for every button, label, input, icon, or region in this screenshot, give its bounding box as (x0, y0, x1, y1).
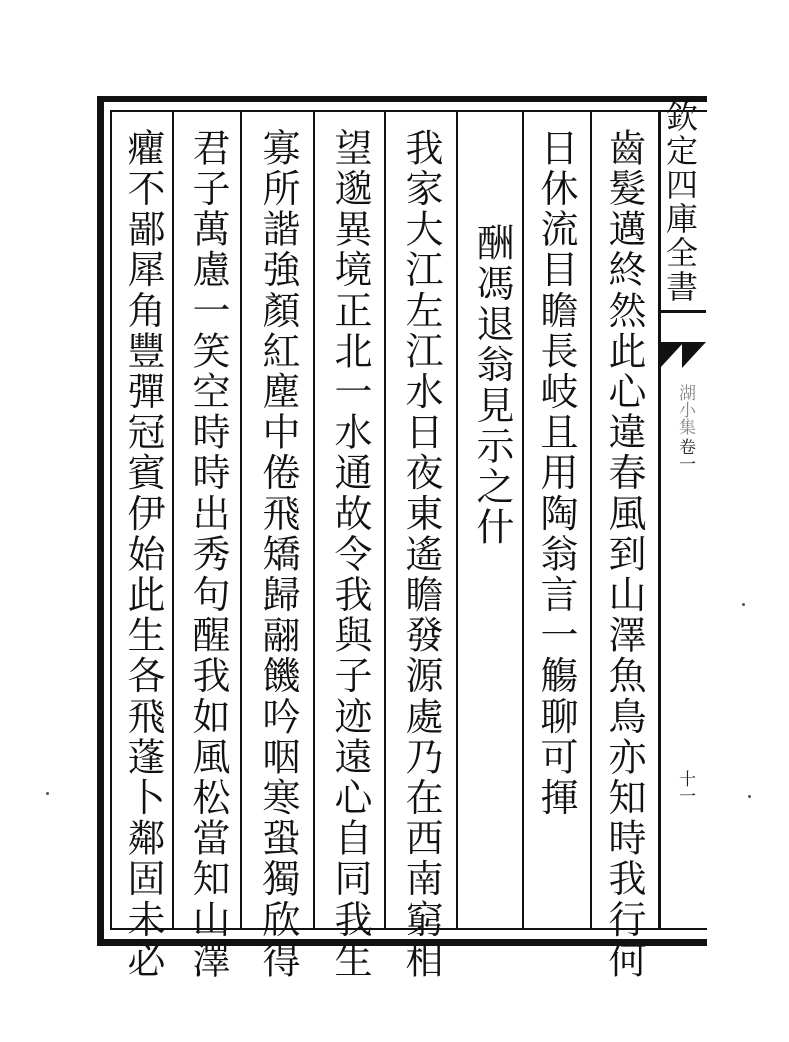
text-column-6: 寡所諧強顏紅塵中倦飛矯歸翮饑吟咽寒蛩獨欣得 (256, 128, 300, 981)
folio-number: 十一 (675, 770, 695, 804)
collection-title: 欽定四庫全書 (661, 100, 699, 304)
column-rule (384, 112, 386, 930)
strip-separator (660, 310, 706, 313)
text-column-1: 齒髮邁終然此心違春風到山澤魚鳥亦知時我行何 (602, 128, 646, 981)
column-rule (456, 112, 458, 930)
column-rule (240, 112, 242, 930)
text-column-8: 癯不鄙犀角豐彈冠賓伊始此生各飛蓬卜鄰固未必 (121, 128, 165, 981)
column-rule (172, 112, 174, 930)
poem-title: 酬馮退翁見示之什 (470, 223, 514, 548)
fishtail-mark (682, 342, 706, 368)
column-rule (313, 112, 315, 930)
scan-speck (46, 792, 49, 795)
text-column-7: 君子萬慮一笑空時時出秀句醒我如風松當知山澤 (186, 128, 230, 981)
book-title-fragment: 湖小集 (675, 384, 695, 435)
volume-label: 卷一 (675, 438, 695, 472)
scan-speck (748, 795, 751, 798)
text-column-5: 望邈異境正北一水通故令我與子迹遠心自同我生 (328, 128, 372, 981)
scan-speck (742, 603, 745, 606)
column-rule (522, 112, 524, 930)
text-column-4: 我家大江左江水日夜東遙瞻發源處乃在西南窮相 (399, 128, 443, 981)
text-column-2: 日休流目瞻長岐且用陶翁言一觴聊可揮 (534, 128, 578, 819)
column-rule (590, 112, 592, 930)
